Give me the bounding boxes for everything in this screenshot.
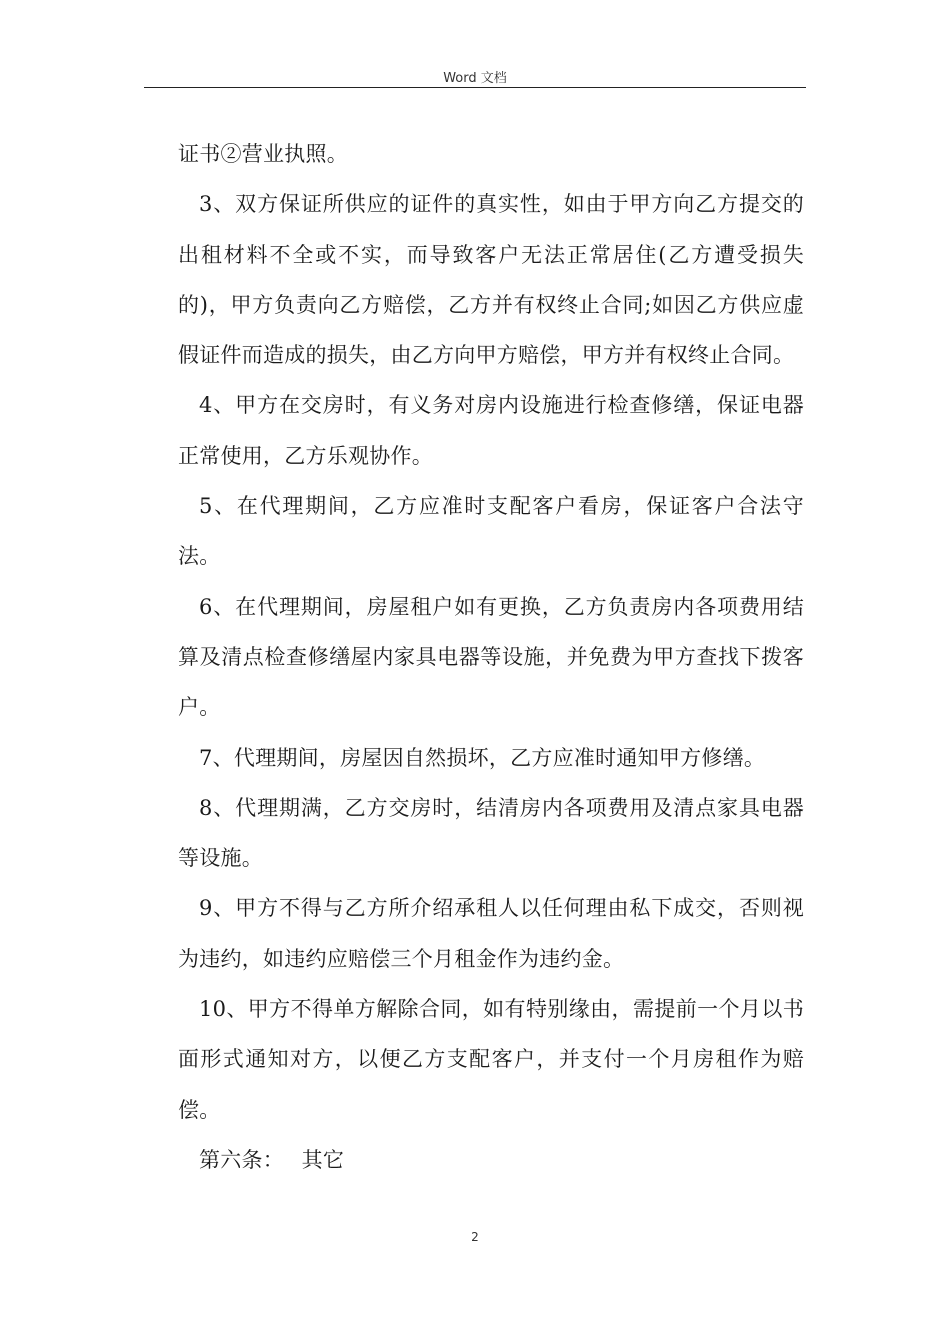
paragraph-clause-6: 6、在代理期间，房屋租户如有更换，乙方负责房内各项费用结算及清点检查修缮屋内家具电器等设施，并免费为甲方查找下拨客户。	[178, 594, 804, 720]
page-number: 2	[471, 1230, 479, 1244]
paragraph-clause-7: 7、代理期间，房屋因自然损坏，乙方应准时通知甲方修缮。	[199, 745, 766, 770]
paragraph-0: 证书②营业执照。	[178, 142, 348, 166]
paragraph-clause-8: 8、代理期满，乙方交房时，结清房内各项费用及清点家具电器等设施。	[178, 795, 804, 871]
page-header-title: Word 文档	[443, 71, 507, 86]
header-divider	[144, 87, 806, 88]
paragraph-clause-4: 4、甲方在交房时，有义务对房内设施进行检查修缮，保证电器正常使用，乙方乐观协作。	[178, 393, 804, 468]
section-heading-article-6: 第六条： 其它	[199, 1147, 345, 1172]
document-body	[178, 129, 804, 1185]
paragraph-clause-10: 10、甲方不得单方解除合同，如有特别缘由，需提前一个月以书面形式通知对方，以便乙方支配客户，并支付一个月房租作为赔偿。	[178, 997, 804, 1122]
paragraph-clause-5: 5、在代理期间，乙方应准时支配客户看房，保证客户合法守法。	[178, 494, 804, 569]
paragraph-clause-3: 3、双方保证所供应的证件的真实性，如由于甲方向乙方提交的出租材料不全或不实，而导致客户无法正常居住(乙方遭受损失的)，甲方负责向乙方赔偿，乙方并有权终止合同;如因乙方供应虚假证件而造成的损失，由乙方向甲方赔偿，甲方并有权终止合同。	[178, 192, 804, 368]
paragraph-clause-9: 9、甲方不得与乙方所介绍承租人以任何理由私下成交，否则视为违约，如违约应赔偿三个月租金作为违约金。	[178, 896, 804, 971]
